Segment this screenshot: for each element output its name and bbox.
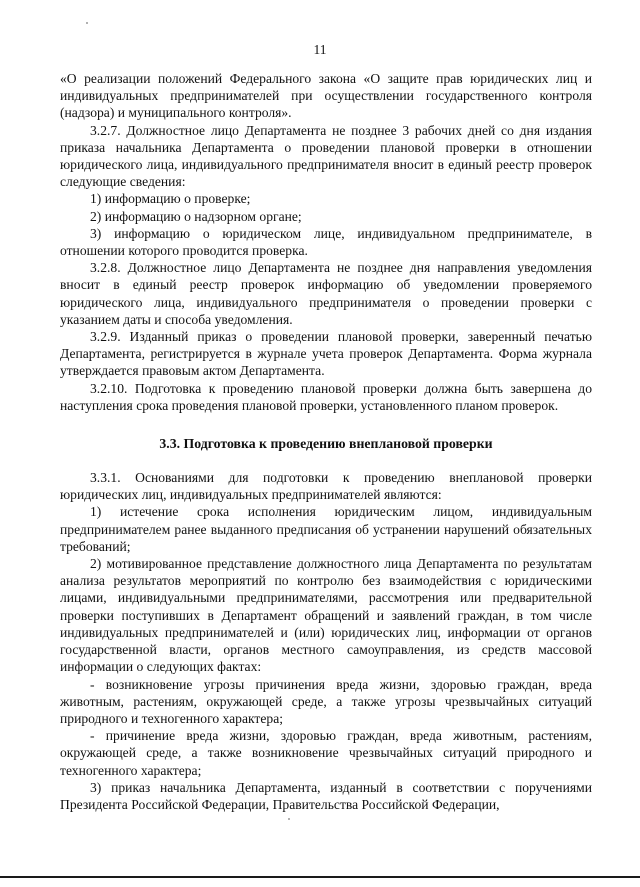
paragraph-3-2-10: 3.2.10. Подготовка к проведению плановой проверки должна быть завершена до наступления срока проведения плановой проверки, установленного планом проверок.	[60, 380, 592, 413]
paragraph-3-2-9: 3.2.9. Изданный приказ о проведении плановой проверки, заверенный печатью Департамента, регистрируется в журнале учета проверок Департамента. Форма журнала утверждается правовым актом Департамента.	[60, 329, 592, 379]
list-item-3: 3) информацию о юридическом лице, индивидуальном предпринимателе, в отношении которого проводится проверка.	[60, 225, 592, 259]
paragraph-3-2-7: 3.2.7. Должностное лицо Департамента не позднее 3 рабочих дней со дня издания приказа начальника Департамента о проведении плановой проверки в отношении юридического лица, индивидуального предпринимателя вносит в единый реестр проверок следующие сведения:	[60, 122, 592, 190]
ground-item-2: 2) мотивированное представление должностного лица Департамента по результатам анализа результатов мероприятий по контролю без взаимодействия с юридическими лицами, индивидуальными предпринимателями, рассмотрения или предварительной проверки поступивших в Департамент обращений и заявлений граждан, в том числе индивидуальных предпринимателей и (или) юридических лиц, информации от органов государственной власти, органов местного самоуправления, из средств массовой информации о следующих фактах:	[60, 556, 592, 675]
scan-speck	[288, 818, 290, 820]
paragraph-3-3-1: 3.3.1. Основаниями для подготовки к проведению внеплановой проверки юридических лиц, индивидуальных предпринимателей являются:	[60, 470, 592, 503]
list-item-2: 2) информацию о надзорном органе;	[90, 208, 302, 224]
ground-subitem-harm: - причинение вреда жизни, здоровью граждан, вреда животным, растениям, окружающей среде, а также возникновение чрезвычайных ситуаций природного и техногенного характера;	[60, 728, 592, 778]
ground-item-3: 3) приказ начальника Департамента, изданный в соответствии с поручениями Президента Российской Федерации, Правительства Российской Федерации,	[60, 779, 592, 812]
page-number: 11	[313, 42, 327, 57]
list-item-1: 1) информацию о проверке;	[90, 191, 251, 207]
scan-speck	[86, 22, 88, 24]
paragraph-law-title-continuation: «О реализации положений Федерального закона «О защите прав юридических лиц и индивидуальных предпринимателей при осуществлении государственного контроля (надзора) и муниципального контроля».	[60, 71, 592, 121]
ground-item-1: 1) истечение срока исполнения юридическим лицом, индивидуальным предпринимателем ранее выданного предписания об устранении нарушений обязательных требований;	[60, 504, 592, 554]
document-body	[60, 70, 592, 813]
page-bottom-edge	[0, 876, 640, 878]
paragraph-3-2-8: 3.2.8. Должностное лицо Департамента не позднее дня направления уведомления вносит в единый реестр проверок информацию об уведомлении проверяемого юридического лица, индивидуального предпринимателя о проведении проверки с указанием даты и способа уведомления.	[60, 260, 592, 327]
ground-subitem-threat: - возникновение угрозы причинения вреда жизни, здоровью граждан, вреда животным, растениям, окружающей среде, а также угрозы чрезвычайных ситуаций природного и техногенного характера;	[60, 676, 592, 726]
section-heading: 3.3. Подготовка к проведению внеплановой проверки	[159, 436, 493, 452]
